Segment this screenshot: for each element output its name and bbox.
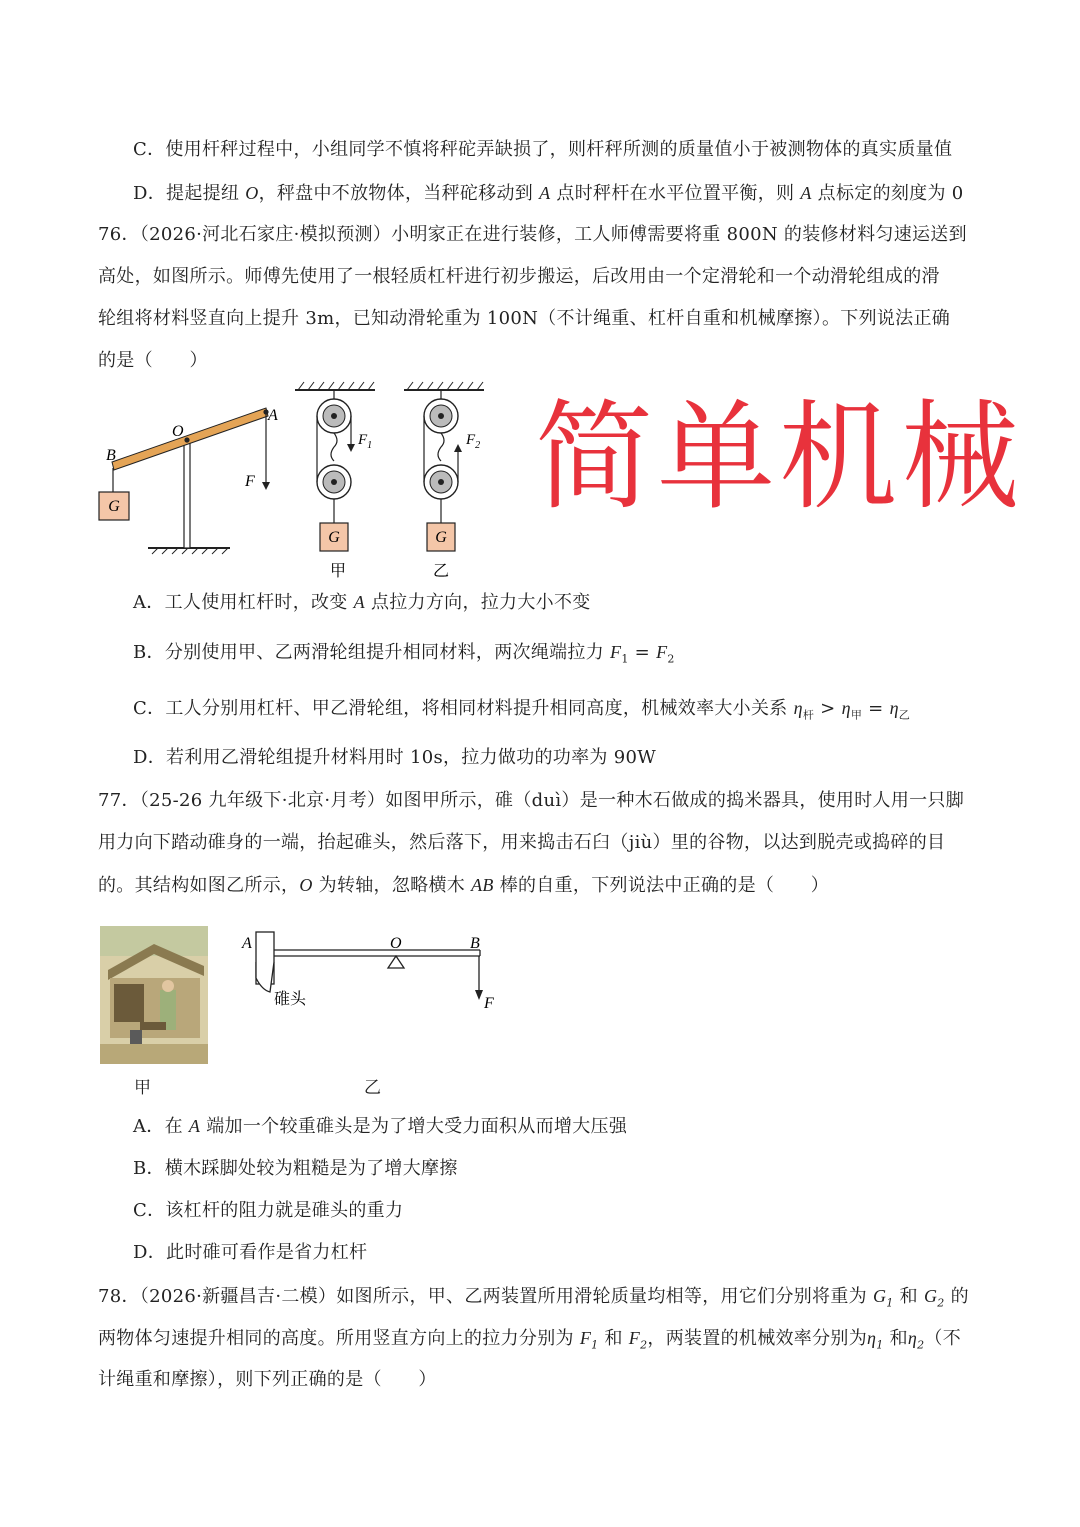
q76-stem-line-3: 轮组将材料竖直向上提升 3m，已知动滑轮重为 100N（不计绳重、杠杆自重和机械摩擦）。下列说法正确 (98, 308, 951, 329)
q76-stem-line-1: 76．（2026·河北石家庄·模拟预测）小明家正在进行装修，工人师傅需要将重 800N 的装修材料匀速运送到 (98, 224, 967, 245)
schematic-f-label: F (484, 995, 494, 1012)
watermark-title: 简单机械 (535, 388, 1024, 526)
lever-b-label: B (106, 447, 116, 464)
q77-illustration-image (100, 926, 208, 1064)
q77-option-c: C．该杠杆的阻力就是碓头的重力 (133, 1200, 404, 1221)
q76-option-d: D．若利用乙滑轮组提升材料用时 10s，拉力做功的功率为 90W (133, 747, 657, 768)
q76-option-a: A．工人使用杠杆时，改变 A 点拉力方向，拉力大小不变 (133, 592, 591, 613)
schematic-o-label: O (390, 935, 402, 952)
f2-label: $F_2$ (466, 432, 481, 451)
lever-f-label: F (245, 473, 255, 490)
q76-option-c: C．工人分别用杠杆、甲乙滑轮组，将相同材料提升相同高度，机械效率大小关系 $\eta_杆 > \eta_甲 = \eta_乙$ (133, 698, 911, 722)
q76-figure (90, 378, 510, 584)
schematic-a-label: A (242, 935, 252, 952)
q77-stem-line-3: 的。其结构如图乙所示，O 为转轴，忽略横木 AB 棒的自重，下列说法中正确的是（ ） (98, 875, 830, 896)
q77-option-d: D．此时碓可看作是省力杠杆 (133, 1242, 368, 1263)
lever-o-label: O (172, 423, 184, 440)
lever-g-label: G (108, 498, 120, 515)
q76-option-b: B．分别使用甲、乙两滑轮组提升相同材料，两次绳端拉力 $F_1 = F_2$ (133, 642, 675, 666)
q78-stem-line-2: 两物体匀速提升相同的高度。所用竖直方向上的拉力分别为 $F_1$ 和 $F_2$，两装置的机械效率分别为$\eta_1$ 和$\eta_2$（不 (98, 1328, 962, 1352)
q78-stem-line-1: 78．（2026·新疆昌吉·二模）如图所示，甲、乙两装置所用滑轮质量均相等，用它们分别将重为 $G_1$ 和 $G_2$ 的 (98, 1286, 969, 1310)
q75-option-c: C．使用杆秤过程中，小组同学不慎将秤砣弄缺损了，则杆秤所测的质量值小于被测物体的真实质量值 (133, 139, 953, 160)
fulcrum-o (184, 437, 189, 442)
q77-fig-yi-caption: 乙 (364, 1078, 382, 1098)
q76-stem-line-2: 高处，如图所示。师傅先使用了一根轻质杠杆进行初步搬运，后改用由一个定滑轮和一个动滑轮组成的滑 (98, 266, 940, 287)
q77-schematic (232, 926, 512, 1016)
q77-stem-line-2: 用力向下踏动碓身的一端，抬起碓头，然后落下，用来捣击石臼（jiù）里的谷物，以达到脱壳或捣碎的目 (98, 832, 946, 853)
f1-label: $F_1$ (358, 432, 373, 451)
schematic-head-label: 碓头 (274, 991, 307, 1008)
yi-caption: 乙 (432, 563, 450, 580)
q76-stem-line-4: 的是（ ） (98, 350, 208, 371)
pulley-yi-diagram (404, 382, 484, 580)
pulley-jia-diagram (295, 382, 375, 580)
schematic-b-label: B (470, 935, 480, 952)
q77-option-b: B．横木踩脚处较为粗糙是为了增大摩擦 (133, 1158, 458, 1179)
q78-stem-line-3: 计绳重和摩擦），则下列正确的是（ ） (98, 1369, 437, 1390)
jia-g-label: G (328, 529, 340, 546)
q77-stem-line-1: 77．（25-26 九年级下·北京·月考）如图甲所示，碓（duì）是一种木石做成的捣米器具，使用时人用一只脚 (98, 790, 965, 811)
yi-g-label: G (435, 529, 447, 546)
lever-a-label: A (268, 407, 278, 424)
lever-diagram (99, 407, 278, 554)
q77-option-a: A．在 A 端加一个较重碓头是为了增大受力面积从而增大压强 (133, 1116, 628, 1137)
q75-option-d: D．提起提纽 O，秤盘中不放物体，当秤砣移动到 A 点时秤杆在水平位置平衡，则 A 点标定的刻度为 0 (133, 183, 964, 204)
jia-caption: 甲 (329, 563, 347, 580)
q77-fig-jia-caption: 甲 (134, 1078, 152, 1098)
